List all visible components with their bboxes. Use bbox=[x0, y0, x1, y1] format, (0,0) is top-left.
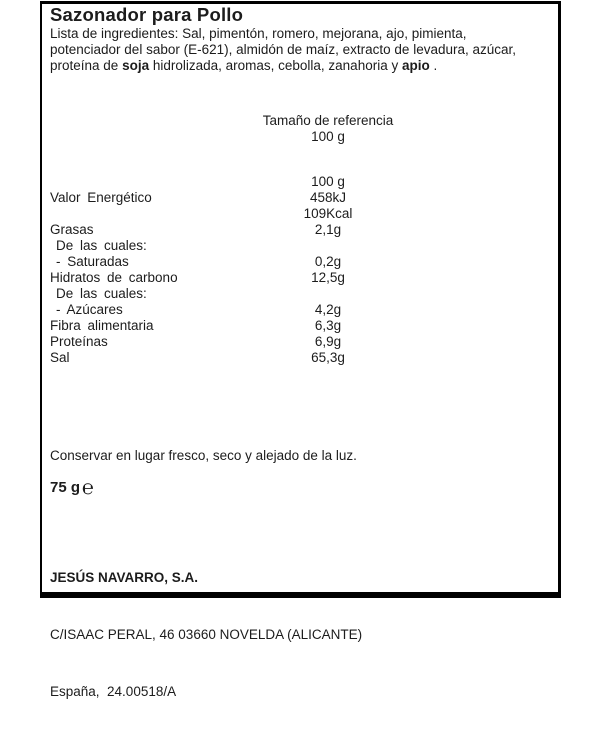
nutrition-row-value: 0,2g bbox=[314, 254, 342, 269]
manufacturer-name: JESÚS NAVARRO, S.A. bbox=[50, 570, 199, 585]
nutrition-table bbox=[42, 174, 558, 366]
product-title: Sazonador para Pollo bbox=[50, 4, 244, 25]
nutrition-row-saturates bbox=[42, 254, 558, 270]
nutrition-row-carbohydrate bbox=[42, 270, 558, 286]
allergen-soja: soja bbox=[122, 58, 150, 73]
nutrition-row-fat bbox=[42, 222, 558, 238]
ingredients-line3-mid: hidrolizada, aromas, cebolla, zanahoria y bbox=[149, 58, 402, 73]
nutrition-row-value: 6,3g bbox=[314, 318, 342, 333]
nutrition-row-of-which-fat bbox=[42, 238, 558, 254]
nutrition-row-label: - Azúcares bbox=[56, 302, 123, 317]
nutrition-row-value: 4,2g bbox=[314, 302, 342, 317]
nutrition-row-value: 6,9g bbox=[314, 334, 342, 349]
nutrition-row-label: - Saturadas bbox=[56, 254, 129, 269]
nutrition-row-value: 109Kcal bbox=[303, 206, 353, 221]
ingredients-text bbox=[50, 26, 548, 74]
nutrition-row-label: De las cuales: bbox=[56, 286, 147, 301]
net-weight-value: 75 g bbox=[50, 479, 81, 496]
nutrition-row-label: Hidratos de carbono bbox=[50, 270, 178, 285]
nutrition-row-protein bbox=[42, 334, 558, 350]
manufacturer-block bbox=[50, 530, 362, 739]
nutrition-row-of-which-carbs bbox=[42, 286, 558, 302]
nutrition-row-value: 65,3g bbox=[311, 350, 345, 365]
reference-size-value: 100 g bbox=[311, 129, 345, 144]
nutrition-row-label: Proteínas bbox=[50, 334, 108, 349]
estimated-sign-icon: ℮ bbox=[82, 477, 95, 499]
product-label bbox=[40, 1, 561, 699]
ingredients-line3-end: . bbox=[429, 58, 438, 73]
nutrition-row-fibre bbox=[42, 318, 558, 334]
ingredients-line2: potenciador del sabor (E-621), almidón de maíz, extracto de levadura, azúcar, bbox=[50, 42, 517, 57]
reference-size-label: Tamaño de referencia bbox=[262, 113, 394, 128]
nutrition-row-label: De las cuales: bbox=[56, 238, 147, 253]
nutrition-row-label: Valor Energético bbox=[50, 190, 152, 205]
nutrition-row-value: 12,5g bbox=[311, 270, 345, 285]
nutrition-column-header bbox=[42, 174, 558, 190]
net-weight bbox=[50, 478, 94, 498]
manufacturer-registration: España, 24.00518/A bbox=[50, 684, 177, 699]
nutrition-row-salt bbox=[42, 350, 558, 366]
nutrition-row-label: Sal bbox=[50, 350, 70, 365]
ingredients-line1: Lista de ingredientes: Sal, pimentón, romero, mejorana, ajo, pimienta, bbox=[50, 26, 467, 41]
nutrition-row-value: 2,1g bbox=[314, 222, 342, 237]
manufacturer-address: C/ISAAC PERAL, 46 03660 NOVELDA (ALICANTE) bbox=[50, 627, 363, 642]
nutrition-row-label: Fibra alimentaria bbox=[50, 318, 154, 333]
nutrition-row-sugars bbox=[42, 302, 558, 318]
allergen-apio: apio bbox=[401, 58, 430, 73]
serving-reference-header bbox=[248, 113, 408, 145]
ingredients-line3-pre: proteína de bbox=[50, 58, 123, 73]
storage-instructions: Conservar en lugar fresco, seco y alejado de la luz. bbox=[50, 448, 357, 463]
nutrition-row-value: 458kJ bbox=[309, 190, 347, 205]
nutrition-row-energy bbox=[42, 190, 558, 206]
nutrition-row-label: Grasas bbox=[50, 222, 94, 237]
nutrition-row-energy-kcal bbox=[42, 206, 558, 222]
nutrition-row-value: 100 g bbox=[311, 174, 345, 189]
